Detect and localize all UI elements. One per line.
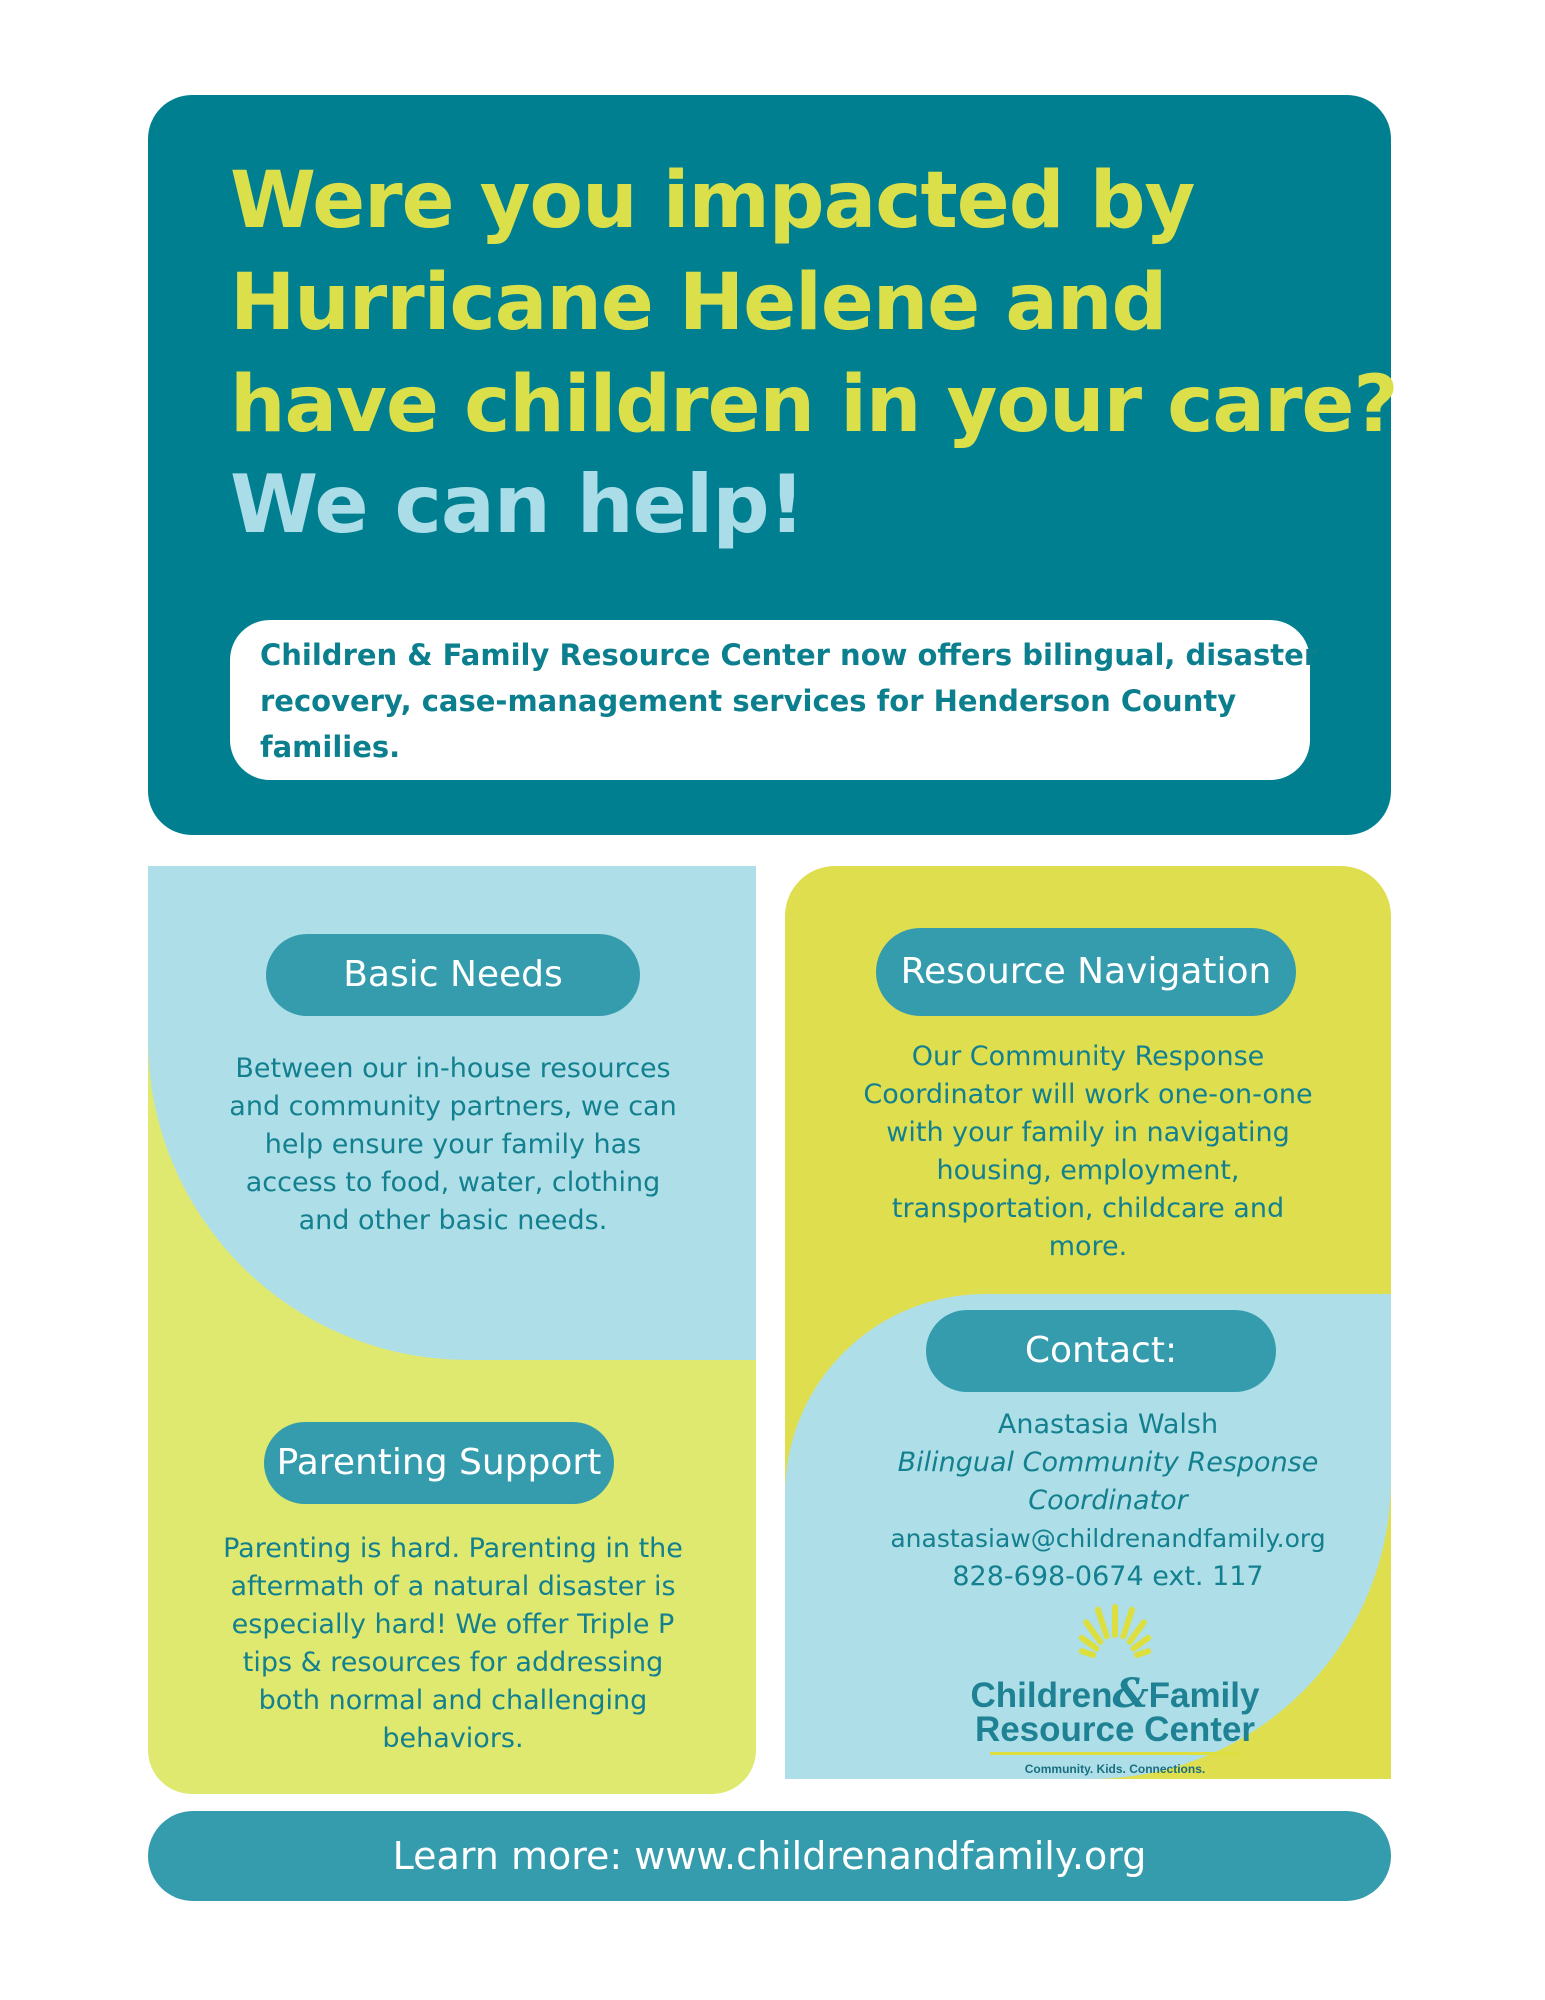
text-line: transportation, childcare and [891,1193,1285,1224]
basic-needs-heading: Basic Needs [266,934,640,1016]
text-line: aftermath of a natural disaster is [230,1571,676,1602]
logo-word: Children [970,1676,1113,1715]
contact-phone: 828-698-0674 ext. 117 [952,1561,1264,1592]
sun-rays-icon [970,1600,1260,1680]
logo-divider [990,1752,1240,1755]
headline-line: have children in your care? [230,360,1398,450]
text-line: Between our in-house resources [235,1053,671,1084]
parenting-support-heading: Parenting Support [264,1422,614,1504]
text-line: more. [1048,1231,1128,1262]
parenting-support-text [198,1530,708,1758]
logo-name-line2: Resource Center [974,1710,1256,1749]
text-line: Parenting is hard. Parenting in the [223,1533,683,1564]
learn-more-link[interactable]: Learn more: www.childrenandfamily.org [392,1834,1147,1878]
headline [230,150,1398,456]
text-line: with your family in navigating [886,1117,1290,1148]
contact-name: Anastasia Walsh [997,1409,1219,1440]
footer-bar [148,1811,1391,1901]
intro-box [230,620,1319,780]
logo-word: Family [1148,1676,1260,1715]
organization-logo [970,1600,1260,1780]
text-line: housing, employment, [936,1155,1240,1186]
intro-line: recovery, case-management services for Henderson County [260,684,1237,718]
headline-line: Hurricane Helene and [230,258,1167,348]
resource-navigation-text [828,1038,1348,1266]
hero-panel [148,95,1398,835]
intro-line: Children & Family Resource Center now offers bilingual, disaster [260,638,1319,672]
text-line: help ensure your family has [264,1129,642,1160]
text-line: and other basic needs. [298,1205,608,1236]
contact-role-line: Bilingual Community Response [897,1447,1319,1478]
text-line: tips & resources for addressing [242,1647,664,1678]
text-line: especially hard! We offer Triple P [231,1609,675,1640]
text-line: access to food, water, clothing [245,1167,661,1198]
headline-line: Were you impacted by [230,156,1195,246]
contact-role-line: Coordinator [1028,1485,1188,1516]
intro-line: families. [260,730,401,764]
intro-text [260,632,1319,770]
text-line: Coordinator will work one-on-one [863,1079,1313,1110]
contact-heading: Contact: [926,1310,1276,1392]
logo-ampersand: & [1112,1670,1149,1717]
logo-tagline: Community. Kids. Connections. [1024,1762,1206,1776]
text-line: behaviors. [382,1723,524,1754]
text-line: and community partners, we can [229,1091,677,1122]
text-line: both normal and challenging [258,1685,648,1716]
resource-navigation-heading: Resource Navigation [876,928,1296,1016]
contact-details [828,1406,1388,1596]
basic-needs-text [198,1050,708,1240]
text-line: Our Community Response [911,1041,1265,1072]
subheadline: We can help! [230,458,805,551]
contact-email[interactable]: anastasiaw@childrenandfamily.org [890,1524,1326,1553]
